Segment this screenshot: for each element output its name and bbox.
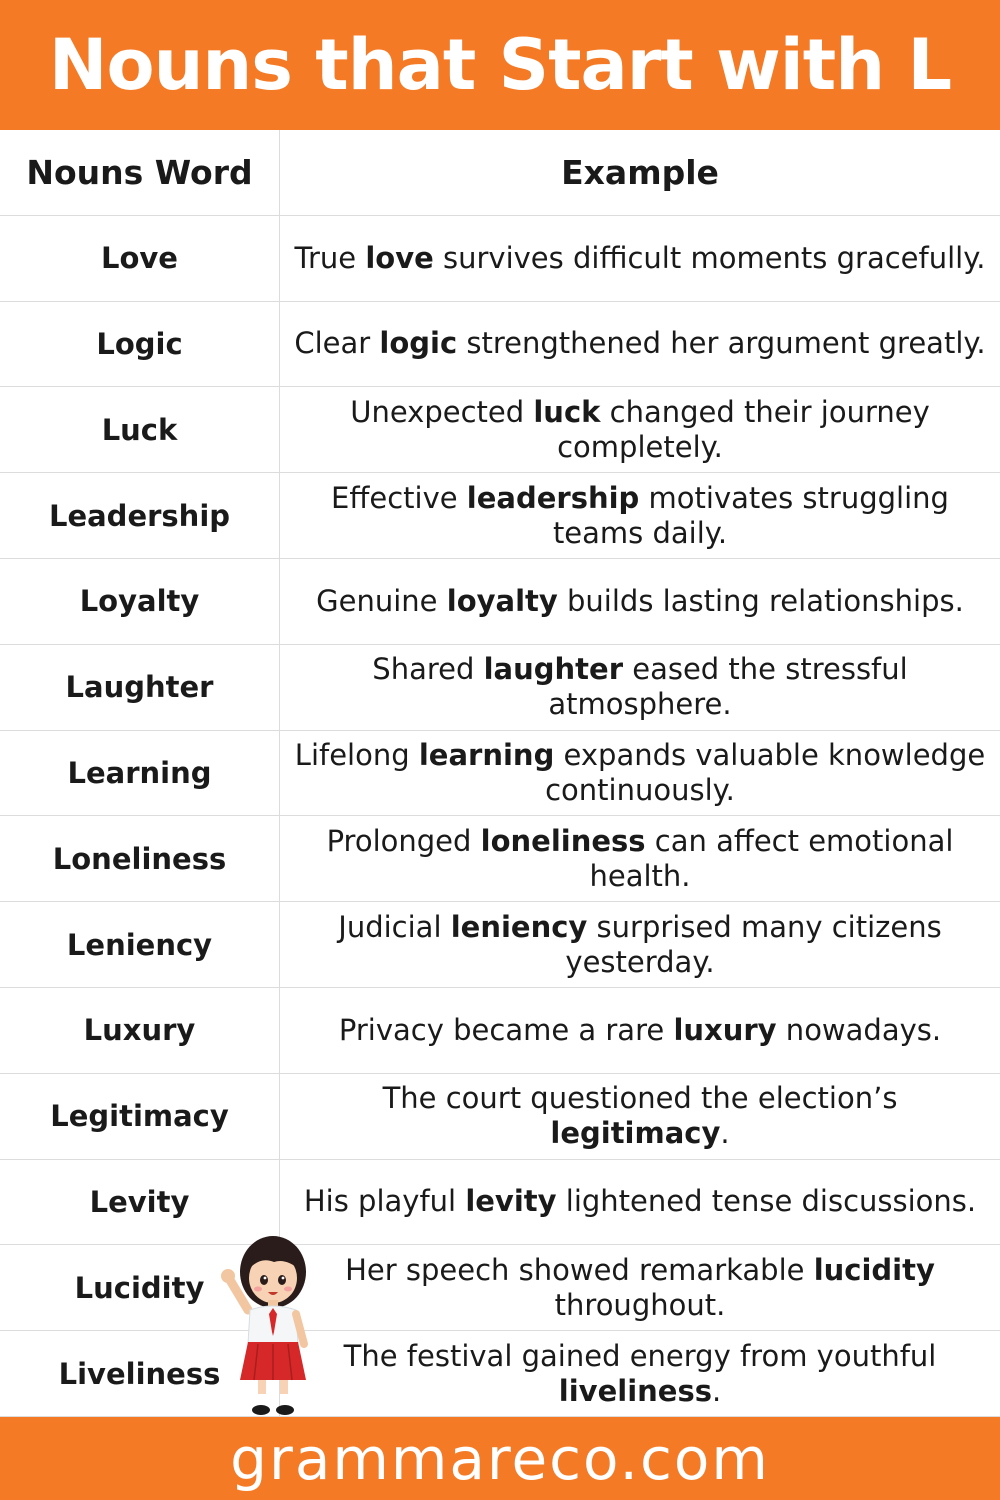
example-text-before: The court questioned the election’s [382, 1081, 898, 1116]
example-sentence [290, 1081, 990, 1151]
noun-word-cell: Liveliness [0, 1331, 280, 1417]
example-sentence [290, 652, 990, 722]
example-text-before: Clear [294, 326, 380, 361]
example-sentence-cell [280, 1331, 1000, 1417]
example-text-after: motivates struggling teams daily. [552, 480, 949, 550]
example-text-after: lightened tense discussions. [556, 1184, 977, 1219]
example-sentence-cell [280, 988, 1000, 1074]
example-text-before: Privacy became a rare [338, 1012, 674, 1047]
example-highlighted-noun: love [365, 240, 434, 275]
example-highlighted-noun: lucidity [813, 1252, 935, 1287]
example-sentence-cell [280, 645, 1000, 731]
example-sentence [339, 1013, 941, 1048]
example-text-before: Effective [331, 480, 467, 515]
title-banner [0, 0, 1000, 130]
example-highlighted-noun: loyalty [446, 583, 558, 618]
example-text-before: Lifelong [294, 737, 419, 772]
example-sentence [294, 326, 985, 361]
example-sentence-cell [280, 1074, 1000, 1160]
example-text-after: . [711, 1373, 722, 1408]
example-text-after: surprised many citizens yesterday. [565, 909, 942, 979]
example-sentence-cell [280, 816, 1000, 902]
example-sentence [290, 1339, 990, 1409]
example-text-before: The festival gained energy from youthful [343, 1338, 937, 1373]
column-header-example: Example [280, 130, 1000, 216]
page-title: Nouns that Start with L [48, 24, 952, 106]
example-sentence [304, 1184, 976, 1219]
example-sentence [295, 241, 986, 276]
schoolgirl-illustration [218, 1232, 323, 1422]
example-text-after: strengthened her argument greatly. [457, 326, 986, 361]
example-text-after: nowadays. [776, 1012, 942, 1047]
example-sentence [290, 910, 990, 980]
example-highlighted-noun: laughter [483, 652, 624, 687]
site-url: grammareco.com [230, 1424, 770, 1493]
example-text-before: Prolonged [326, 823, 481, 858]
example-sentence [290, 738, 990, 808]
example-text-before: True [294, 240, 366, 275]
example-highlighted-noun: luxury [673, 1012, 777, 1047]
noun-word-cell: Logic [0, 302, 280, 388]
example-sentence-cell [280, 1160, 1000, 1246]
example-text-after: survives difficult moments gracefully. [433, 240, 986, 275]
example-sentence [290, 824, 990, 894]
example-sentence-cell [280, 302, 1000, 388]
example-text-before: Judicial [338, 909, 451, 944]
noun-word-cell: Learning [0, 731, 280, 817]
example-sentence-cell [280, 387, 1000, 473]
example-highlighted-noun: loneliness [480, 823, 646, 858]
noun-word-cell: Loyalty [0, 559, 280, 645]
column-header-word: Nouns Word [0, 130, 280, 216]
example-sentence-cell [280, 473, 1000, 559]
example-sentence [290, 481, 990, 551]
example-sentence-cell [280, 731, 1000, 817]
noun-word-cell: Love [0, 216, 280, 302]
example-text-before: Her speech showed remarkable [345, 1252, 814, 1287]
example-sentence-cell [280, 216, 1000, 302]
example-text-after: expands valuable knowledge continuously. [545, 737, 986, 807]
example-sentence-cell [280, 559, 1000, 645]
example-highlighted-noun: liveliness [558, 1373, 712, 1408]
example-text-before: His playful [303, 1184, 466, 1219]
example-highlighted-noun: legitimacy [550, 1116, 721, 1151]
example-highlighted-noun: learning [418, 737, 555, 772]
example-highlighted-noun: luck [533, 394, 601, 429]
noun-word-cell: Loneliness [0, 816, 280, 902]
example-text-after: eased the stressful atmosphere. [548, 652, 908, 722]
example-text-before: Shared [372, 652, 484, 687]
noun-word-cell: Luxury [0, 988, 280, 1074]
example-text-before: Unexpected [350, 394, 534, 429]
example-text-after: throughout. [554, 1287, 726, 1322]
example-text-after: . [720, 1116, 730, 1151]
example-text-before: Genuine [316, 583, 447, 618]
example-sentence [290, 1253, 990, 1323]
noun-word-cell: Laughter [0, 645, 280, 731]
example-sentence-cell [280, 902, 1000, 988]
noun-word-cell: Legitimacy [0, 1074, 280, 1160]
noun-word-cell: Levity [0, 1160, 280, 1246]
example-highlighted-noun: logic [379, 326, 458, 361]
example-text-after: changed their journey completely. [557, 394, 930, 464]
footer-banner [0, 1417, 1000, 1500]
example-sentence-cell [280, 1245, 1000, 1331]
noun-word-cell: Leniency [0, 902, 280, 988]
nouns-table [0, 130, 1000, 1417]
noun-word-cell: Leadership [0, 473, 280, 559]
example-highlighted-noun: leniency [450, 909, 588, 944]
noun-word-cell: Luck [0, 387, 280, 473]
example-text-after: can affect emotional health. [589, 823, 954, 893]
example-highlighted-noun: levity [465, 1184, 557, 1219]
noun-word-cell: Lucidity [0, 1245, 280, 1331]
example-sentence [316, 584, 964, 619]
example-highlighted-noun: leadership [466, 480, 640, 515]
example-sentence [290, 395, 990, 465]
example-text-after: builds lasting relationships. [557, 583, 964, 618]
